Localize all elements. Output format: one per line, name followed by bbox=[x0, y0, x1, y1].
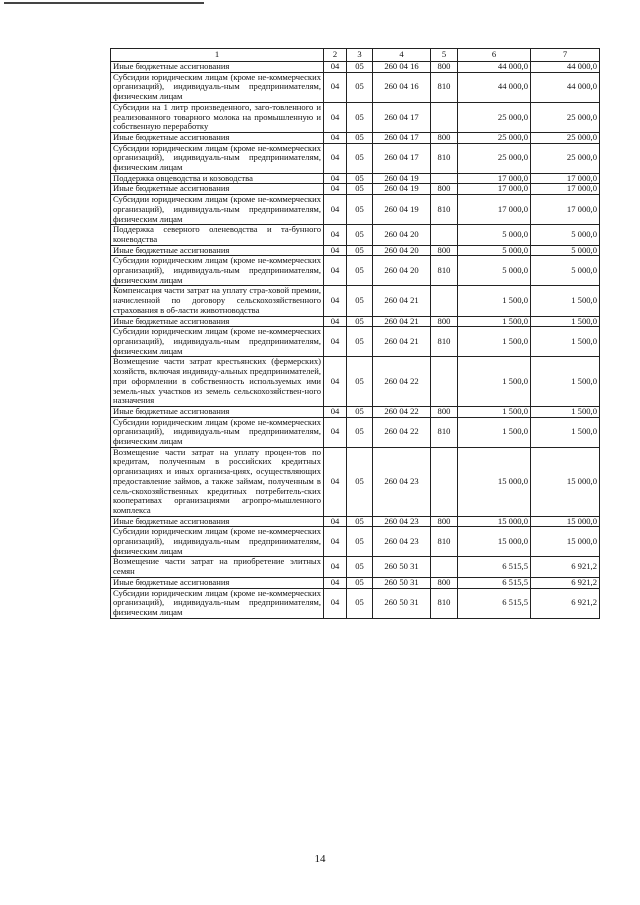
row-name: Возмещение части затрат крестьянских (фермерских) хозяйств, включая индивиду-альных предпринимателей, при оформлении в собственность используемых ими земель-ных участков из земель сельскохозяйствен-ного назначения bbox=[111, 357, 324, 407]
row-amount-1: 1 500,0 bbox=[458, 327, 531, 357]
row-expense-type: 800 bbox=[431, 132, 458, 143]
budget-table bbox=[110, 48, 600, 619]
row-amount-1: 15 000,0 bbox=[458, 527, 531, 557]
table-row bbox=[111, 173, 600, 184]
row-name: Иные бюджетные ассигнования bbox=[111, 406, 324, 417]
table-row bbox=[111, 327, 600, 357]
row-subsection: 05 bbox=[347, 406, 373, 417]
row-expense-type: 810 bbox=[431, 417, 458, 447]
header-col-1: 1 bbox=[111, 49, 324, 62]
row-section: 04 bbox=[324, 557, 347, 577]
row-subsection: 05 bbox=[347, 225, 373, 245]
table-row bbox=[111, 577, 600, 588]
row-subsection: 05 bbox=[347, 447, 373, 516]
row-name: Субсидии юридическим лицам (кроме не-коммерческих организаций), индивидуаль-ным предпринимателям, физическим лицам bbox=[111, 417, 324, 447]
row-amount-1: 17 000,0 bbox=[458, 173, 531, 184]
table-row bbox=[111, 417, 600, 447]
row-amount-2: 17 000,0 bbox=[531, 184, 600, 195]
row-section: 04 bbox=[324, 195, 347, 225]
row-section: 04 bbox=[324, 143, 347, 173]
row-expense-type bbox=[431, 447, 458, 516]
row-subsection: 05 bbox=[347, 173, 373, 184]
row-section: 04 bbox=[324, 357, 347, 407]
row-amount-1: 25 000,0 bbox=[458, 143, 531, 173]
row-amount-2: 25 000,0 bbox=[531, 143, 600, 173]
row-name: Субсидии юридическим лицам (кроме не-коммерческих организаций), индивидуаль-ным предпринимателям, физическим лицам bbox=[111, 256, 324, 286]
row-expense-type: 800 bbox=[431, 184, 458, 195]
row-amount-2: 15 000,0 bbox=[531, 516, 600, 527]
row-amount-1: 44 000,0 bbox=[458, 62, 531, 73]
row-target-code: 260 04 22 bbox=[373, 406, 431, 417]
row-name: Иные бюджетные ассигнования bbox=[111, 184, 324, 195]
row-amount-2: 1 500,0 bbox=[531, 327, 600, 357]
row-amount-2: 1 500,0 bbox=[531, 417, 600, 447]
row-section: 04 bbox=[324, 527, 347, 557]
row-amount-2: 1 500,0 bbox=[531, 357, 600, 407]
row-amount-2: 44 000,0 bbox=[531, 72, 600, 102]
row-target-code: 260 04 23 bbox=[373, 527, 431, 557]
row-amount-1: 5 000,0 bbox=[458, 245, 531, 256]
table-row bbox=[111, 245, 600, 256]
table-row bbox=[111, 316, 600, 327]
row-name: Иные бюджетные ассигнования bbox=[111, 316, 324, 327]
row-name: Возмещение части затрат на приобретение элитных семян bbox=[111, 557, 324, 577]
row-amount-1: 1 500,0 bbox=[458, 417, 531, 447]
row-expense-type: 810 bbox=[431, 527, 458, 557]
row-subsection: 05 bbox=[347, 256, 373, 286]
row-name: Поддержка овцеводства и козоводства bbox=[111, 173, 324, 184]
table-row bbox=[111, 195, 600, 225]
row-amount-1: 1 500,0 bbox=[458, 357, 531, 407]
header-row bbox=[111, 49, 600, 62]
row-expense-type: 810 bbox=[431, 588, 458, 618]
row-target-code: 260 04 23 bbox=[373, 516, 431, 527]
row-subsection: 05 bbox=[347, 72, 373, 102]
row-amount-1: 5 000,0 bbox=[458, 256, 531, 286]
row-target-code: 260 50 31 bbox=[373, 588, 431, 618]
row-amount-1: 17 000,0 bbox=[458, 184, 531, 195]
row-subsection: 05 bbox=[347, 588, 373, 618]
row-target-code: 260 04 17 bbox=[373, 132, 431, 143]
row-expense-type: 800 bbox=[431, 406, 458, 417]
row-subsection: 05 bbox=[347, 132, 373, 143]
header-col-4: 4 bbox=[373, 49, 431, 62]
row-name: Иные бюджетные ассигнования bbox=[111, 516, 324, 527]
table-row bbox=[111, 557, 600, 577]
row-name: Субсидии юридическим лицам (кроме не-коммерческих организаций), индивидуаль-ным предпринимателям, физическим лицам bbox=[111, 72, 324, 102]
header-col-3: 3 bbox=[347, 49, 373, 62]
top-rule bbox=[4, 2, 204, 4]
table-row bbox=[111, 516, 600, 527]
row-target-code: 260 50 31 bbox=[373, 557, 431, 577]
table-row bbox=[111, 62, 600, 73]
row-subsection: 05 bbox=[347, 327, 373, 357]
row-expense-type: 810 bbox=[431, 72, 458, 102]
header-col-7: 7 bbox=[531, 49, 600, 62]
row-subsection: 05 bbox=[347, 245, 373, 256]
row-amount-2: 44 000,0 bbox=[531, 62, 600, 73]
row-amount-1: 6 515,5 bbox=[458, 588, 531, 618]
row-section: 04 bbox=[324, 173, 347, 184]
row-expense-type: 810 bbox=[431, 195, 458, 225]
row-section: 04 bbox=[324, 577, 347, 588]
table-row bbox=[111, 184, 600, 195]
row-name: Иные бюджетные ассигнования bbox=[111, 245, 324, 256]
row-amount-2: 25 000,0 bbox=[531, 102, 600, 132]
row-name: Иные бюджетные ассигнования bbox=[111, 132, 324, 143]
row-name: Субсидии юридическим лицам (кроме не-коммерческих организаций), индивидуаль-ным предпринимателям, физическим лицам bbox=[111, 527, 324, 557]
row-target-code: 260 04 17 bbox=[373, 102, 431, 132]
row-expense-type bbox=[431, 286, 458, 316]
row-section: 04 bbox=[324, 286, 347, 316]
row-name: Компенсация части затрат на уплату стра-ховой премии, начисленной по договору сельскохозяйственного страхования в об-ласти животноводства bbox=[111, 286, 324, 316]
row-expense-type bbox=[431, 102, 458, 132]
header-col-2: 2 bbox=[324, 49, 347, 62]
row-amount-2: 1 500,0 bbox=[531, 286, 600, 316]
row-expense-type bbox=[431, 357, 458, 407]
header-col-5: 5 bbox=[431, 49, 458, 62]
table-row bbox=[111, 286, 600, 316]
row-name: Субсидии юридическим лицам (кроме не-коммерческих организаций), индивидуаль-ным предпринимателям, физическим лицам bbox=[111, 143, 324, 173]
row-target-code: 260 04 16 bbox=[373, 62, 431, 73]
row-amount-2: 6 921,2 bbox=[531, 577, 600, 588]
row-target-code: 260 04 23 bbox=[373, 447, 431, 516]
row-name: Поддержка северного оленеводства и та-бунного коневодства bbox=[111, 225, 324, 245]
row-expense-type: 800 bbox=[431, 577, 458, 588]
table-row bbox=[111, 132, 600, 143]
row-amount-2: 5 000,0 bbox=[531, 225, 600, 245]
row-subsection: 05 bbox=[347, 102, 373, 132]
row-name: Иные бюджетные ассигнования bbox=[111, 62, 324, 73]
row-amount-2: 6 921,2 bbox=[531, 557, 600, 577]
row-amount-2: 5 000,0 bbox=[531, 245, 600, 256]
row-section: 04 bbox=[324, 406, 347, 417]
row-amount-2: 25 000,0 bbox=[531, 132, 600, 143]
row-subsection: 05 bbox=[347, 516, 373, 527]
row-target-code: 260 04 19 bbox=[373, 184, 431, 195]
row-amount-1: 1 500,0 bbox=[458, 286, 531, 316]
row-amount-1: 17 000,0 bbox=[458, 195, 531, 225]
row-name: Субсидии на 1 литр произведенного, заго-товленного и реализованного товарного молока на промышленную и собственную переработку bbox=[111, 102, 324, 132]
row-target-code: 260 50 31 bbox=[373, 577, 431, 588]
row-amount-2: 17 000,0 bbox=[531, 173, 600, 184]
row-amount-2: 1 500,0 bbox=[531, 316, 600, 327]
table-body bbox=[111, 62, 600, 619]
row-name: Иные бюджетные ассигнования bbox=[111, 577, 324, 588]
row-amount-2: 17 000,0 bbox=[531, 195, 600, 225]
row-subsection: 05 bbox=[347, 62, 373, 73]
row-expense-type: 810 bbox=[431, 327, 458, 357]
row-amount-1: 6 515,5 bbox=[458, 557, 531, 577]
row-target-code: 260 04 22 bbox=[373, 357, 431, 407]
table-row bbox=[111, 256, 600, 286]
row-subsection: 05 bbox=[347, 286, 373, 316]
row-expense-type: 800 bbox=[431, 516, 458, 527]
row-section: 04 bbox=[324, 225, 347, 245]
row-amount-1: 1 500,0 bbox=[458, 406, 531, 417]
row-expense-type: 810 bbox=[431, 143, 458, 173]
row-expense-type bbox=[431, 557, 458, 577]
row-amount-1: 44 000,0 bbox=[458, 72, 531, 102]
row-name: Субсидии юридическим лицам (кроме не-коммерческих организаций), индивидуаль-ным предпринимателям, физическим лицам bbox=[111, 588, 324, 618]
row-section: 04 bbox=[324, 417, 347, 447]
row-target-code: 260 04 21 bbox=[373, 286, 431, 316]
row-target-code: 260 04 16 bbox=[373, 72, 431, 102]
row-subsection: 05 bbox=[347, 143, 373, 173]
row-expense-type: 800 bbox=[431, 62, 458, 73]
table-row bbox=[111, 357, 600, 407]
row-amount-1: 6 515,5 bbox=[458, 577, 531, 588]
row-amount-1: 5 000,0 bbox=[458, 225, 531, 245]
row-section: 04 bbox=[324, 72, 347, 102]
row-amount-1: 25 000,0 bbox=[458, 132, 531, 143]
row-expense-type: 800 bbox=[431, 316, 458, 327]
row-amount-2: 1 500,0 bbox=[531, 406, 600, 417]
row-subsection: 05 bbox=[347, 557, 373, 577]
row-subsection: 05 bbox=[347, 184, 373, 195]
row-target-code: 260 04 19 bbox=[373, 173, 431, 184]
table-row bbox=[111, 527, 600, 557]
row-target-code: 260 04 21 bbox=[373, 327, 431, 357]
row-section: 04 bbox=[324, 245, 347, 256]
row-subsection: 05 bbox=[347, 417, 373, 447]
row-amount-1: 25 000,0 bbox=[458, 102, 531, 132]
row-expense-type: 810 bbox=[431, 256, 458, 286]
row-subsection: 05 bbox=[347, 527, 373, 557]
row-target-code: 260 04 22 bbox=[373, 417, 431, 447]
row-amount-1: 15 000,0 bbox=[458, 447, 531, 516]
row-section: 04 bbox=[324, 516, 347, 527]
row-target-code: 260 04 20 bbox=[373, 225, 431, 245]
row-target-code: 260 04 20 bbox=[373, 256, 431, 286]
row-section: 04 bbox=[324, 62, 347, 73]
row-amount-1: 1 500,0 bbox=[458, 316, 531, 327]
row-target-code: 260 04 21 bbox=[373, 316, 431, 327]
row-amount-2: 15 000,0 bbox=[531, 447, 600, 516]
table-row bbox=[111, 102, 600, 132]
row-section: 04 bbox=[324, 256, 347, 286]
row-section: 04 bbox=[324, 102, 347, 132]
table-row bbox=[111, 406, 600, 417]
row-amount-2: 5 000,0 bbox=[531, 256, 600, 286]
row-expense-type bbox=[431, 173, 458, 184]
row-amount-2: 15 000,0 bbox=[531, 527, 600, 557]
row-amount-2: 6 921,2 bbox=[531, 588, 600, 618]
row-subsection: 05 bbox=[347, 316, 373, 327]
row-section: 04 bbox=[324, 132, 347, 143]
row-subsection: 05 bbox=[347, 357, 373, 407]
row-amount-1: 15 000,0 bbox=[458, 516, 531, 527]
row-name: Субсидии юридическим лицам (кроме не-коммерческих организаций), индивидуаль-ным предпринимателям, физическим лицам bbox=[111, 195, 324, 225]
table-row bbox=[111, 143, 600, 173]
row-name: Субсидии юридическим лицам (кроме не-коммерческих организаций), индивидуаль-ным предпринимателям, физическим лицам bbox=[111, 327, 324, 357]
row-section: 04 bbox=[324, 316, 347, 327]
row-target-code: 260 04 17 bbox=[373, 143, 431, 173]
row-subsection: 05 bbox=[347, 577, 373, 588]
row-section: 04 bbox=[324, 588, 347, 618]
row-section: 04 bbox=[324, 327, 347, 357]
row-target-code: 260 04 20 bbox=[373, 245, 431, 256]
table-row bbox=[111, 225, 600, 245]
row-target-code: 260 04 19 bbox=[373, 195, 431, 225]
page-number: 14 bbox=[314, 853, 326, 865]
header-col-6: 6 bbox=[458, 49, 531, 62]
table-row bbox=[111, 447, 600, 516]
row-expense-type bbox=[431, 225, 458, 245]
row-section: 04 bbox=[324, 447, 347, 516]
row-expense-type: 800 bbox=[431, 245, 458, 256]
row-name: Возмещение части затрат на уплату процен-тов по кредитам, полученным в российских кредитных организациях и иных организа-циях, осуществляющих предоставление займов, а также займам, полученным в сель-скохозяйственных кредитных потребитель-ских кооперативах организациями агропро-мышленного комплекса bbox=[111, 447, 324, 516]
row-subsection: 05 bbox=[347, 195, 373, 225]
row-section: 04 bbox=[324, 184, 347, 195]
table-row bbox=[111, 588, 600, 618]
table-row bbox=[111, 72, 600, 102]
